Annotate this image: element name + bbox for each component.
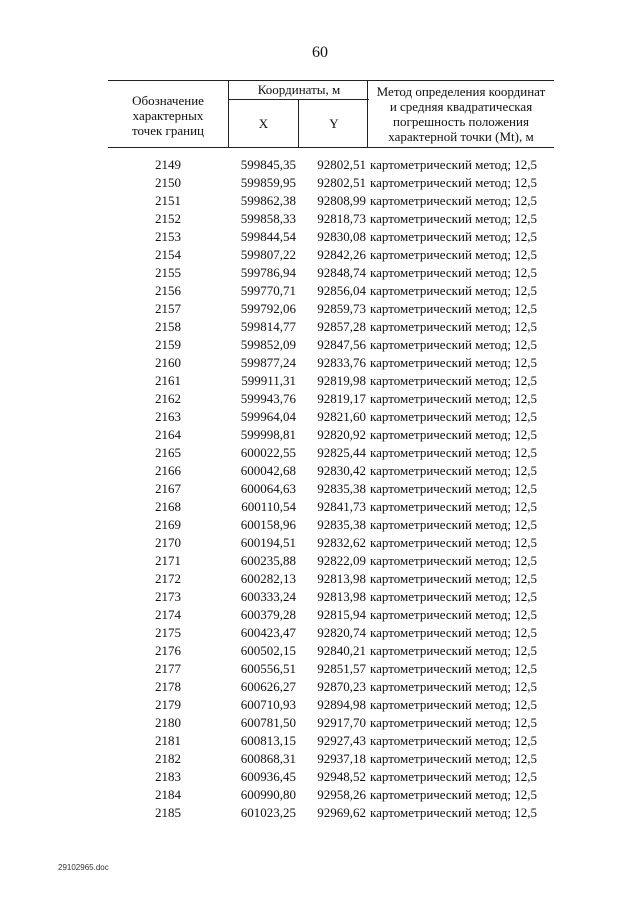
method-cell: картометрический метод; 12,5 [370,355,538,370]
coord-x-cell: 599862,38 [240,193,296,208]
header-y: Y [329,116,339,131]
table-row [108,462,554,480]
coord-x-cell: 600022,55 [240,445,296,460]
method-cell: картометрический метод; 12,5 [370,391,538,406]
method-cell: картометрический метод; 12,5 [370,265,538,280]
coord-x-cell: 600813,15 [240,733,296,748]
coord-x-cell: 599911,31 [241,373,296,388]
coord-y-cell: 92815,94 [317,607,366,622]
header-method-line: и средняя квадратическая [389,99,533,114]
coord-x-cell: 599814,77 [240,319,296,334]
point-id-cell: 2161 [155,373,181,388]
coord-y-cell: 92820,74 [317,625,366,640]
point-id-cell: 2156 [155,283,181,298]
table-row [108,192,554,210]
method-cell: картометрический метод; 12,5 [370,787,538,802]
coord-y-cell: 92917,70 [317,715,366,730]
table-row [108,516,554,534]
table-row [108,318,554,336]
coord-x-cell: 600333,24 [240,589,296,604]
header-designation-line: точек границ [131,122,205,138]
table-row [108,408,554,426]
table-row [108,300,554,318]
method-cell: картометрический метод; 12,5 [370,247,538,262]
coord-y-cell: 92848,74 [317,265,366,280]
coord-y-cell: 92842,26 [317,247,366,262]
header-method-line: погрешность положения [393,114,529,129]
point-id-cell: 2167 [155,481,181,496]
point-id-cell: 2168 [155,499,181,514]
table-row [108,570,554,588]
coord-x-cell: 599845,35 [240,157,296,172]
method-cell: картометрический метод; 12,5 [370,805,538,820]
coord-y-cell: 92832,62 [317,535,366,550]
coord-x-cell: 599859,95 [240,175,296,190]
header-designation-line: Обозначение [132,92,204,108]
coord-y-cell: 92841,73 [317,499,366,514]
table-row [108,228,554,246]
table-row [108,336,554,354]
method-cell: картометрический метод; 12,5 [370,769,538,784]
coord-x-cell: 600710,93 [240,697,296,712]
coord-y-cell: 92857,28 [317,319,366,334]
method-cell: картометрический метод; 12,5 [370,535,538,550]
header-designation-line: характерных [132,107,204,123]
method-cell: картометрический метод; 12,5 [370,283,538,298]
coord-y-cell: 92847,56 [317,337,366,352]
coord-y-cell: 92813,98 [317,571,366,586]
point-id-cell: 2164 [155,427,181,442]
table-row [108,696,554,714]
method-cell: картометрический метод; 12,5 [370,625,538,640]
point-id-cell: 2159 [155,337,181,352]
point-id-cell: 2163 [155,409,181,424]
coord-y-cell: 92821,60 [317,409,366,424]
point-id-cell: 2172 [155,571,181,586]
method-cell: картометрический метод; 12,5 [370,571,538,586]
coord-y-cell: 92870,23 [317,679,366,694]
coord-x-cell: 600110,54 [241,499,296,514]
method-cell: картометрический метод; 12,5 [370,733,538,748]
point-id-cell: 2170 [155,535,181,550]
coord-x-cell: 600194,51 [240,535,296,550]
point-id-cell: 2178 [155,679,181,694]
page-number: 60 [312,44,328,61]
coord-y-cell: 92819,98 [317,373,366,388]
table-row [108,588,554,606]
coord-y-cell: 92927,43 [317,733,366,748]
table-row [108,390,554,408]
header-x: X [229,100,299,147]
table-row [108,804,554,822]
point-id-cell: 2185 [155,805,181,820]
table-row [108,174,554,192]
table-row [108,768,554,786]
point-id-cell: 2152 [155,211,181,226]
method-cell: картометрический метод; 12,5 [370,193,538,208]
point-id-cell: 2154 [155,247,181,262]
method-cell: картометрический метод; 12,5 [370,715,538,730]
table-row [108,552,554,570]
table-row [108,624,554,642]
point-id-cell: 2169 [155,517,181,532]
method-cell: картометрический метод; 12,5 [370,553,538,568]
table-row [108,786,554,804]
point-id-cell: 2153 [155,229,181,244]
coord-x-cell: 600282,13 [240,571,296,586]
point-id-cell: 2173 [155,589,181,604]
point-id-cell: 2180 [155,715,181,730]
table-row [108,750,554,768]
coord-y-cell: 92948,52 [317,769,366,784]
method-cell: картометрический метод; 12,5 [370,337,538,352]
point-id-cell: 2174 [155,607,181,622]
table-row [108,714,554,732]
coord-x-cell: 599877,24 [240,355,296,370]
method-cell: картометрический метод; 12,5 [370,751,538,766]
table-row [108,480,554,498]
coord-y-cell: 92830,08 [317,229,366,244]
point-id-cell: 2155 [155,265,181,280]
coord-y-cell: 92835,38 [317,481,366,496]
method-cell: картометрический метод; 12,5 [370,229,538,244]
point-id-cell: 2166 [155,463,181,478]
method-cell: картометрический метод; 12,5 [370,679,538,694]
coord-x-cell: 600868,31 [240,751,296,766]
coord-x-cell: 599786,94 [240,265,296,280]
table-row [108,156,554,174]
point-id-cell: 2150 [155,175,181,190]
method-cell: картометрический метод; 12,5 [370,643,538,658]
point-id-cell: 2176 [155,643,181,658]
table-row [108,444,554,462]
header-method [368,81,554,147]
method-cell: картометрический метод; 12,5 [370,481,538,496]
coord-x-cell: 599964,04 [240,409,296,424]
header-designation [108,81,228,147]
method-cell: картометрический метод; 12,5 [370,445,538,460]
table-row [108,606,554,624]
coord-y-cell: 92808,99 [317,193,366,208]
point-id-cell: 2184 [155,787,181,802]
point-id-cell: 2151 [155,193,181,208]
coord-x-cell: 599852,09 [240,337,296,352]
table-row [108,534,554,552]
coord-y-cell: 92833,76 [317,355,366,370]
point-id-cell: 2177 [155,661,181,676]
point-id-cell: 2165 [155,445,181,460]
coord-y-cell: 92819,17 [317,391,366,406]
method-cell: картометрический метод; 12,5 [370,409,538,424]
coord-x-cell: 600556,51 [240,661,296,676]
coord-y-cell: 92859,73 [317,301,366,316]
coord-y-cell: 92851,57 [317,661,366,676]
table-row [108,372,554,390]
table-row [108,678,554,696]
coord-x-cell: 600936,45 [240,769,296,784]
coord-x-cell: 600042,68 [240,463,296,478]
header-method-line: характерной точки (Mt), м [388,129,534,144]
footer-filename: 29102965.doc [58,863,109,872]
method-cell: картометрический метод; 12,5 [370,319,538,334]
table-body [108,156,554,822]
table-row [108,426,554,444]
coord-x-cell: 599844,54 [240,229,296,244]
table-row [108,642,554,660]
coord-x-cell: 600781,50 [240,715,296,730]
table-row [108,282,554,300]
coord-x-cell: 599943,76 [240,391,296,406]
coord-y-cell: 92825,44 [317,445,366,460]
table-row [108,210,554,228]
coord-x-cell: 600235,88 [240,553,296,568]
coord-x-cell: 599858,33 [240,211,296,226]
method-cell: картометрический метод; 12,5 [370,211,538,226]
table-row [108,354,554,372]
point-id-cell: 2179 [155,697,181,712]
coord-y-cell: 92894,98 [317,697,366,712]
coord-y-cell: 92830,42 [317,463,366,478]
method-cell: картометрический метод; 12,5 [370,157,538,172]
method-cell: картометрический метод; 12,5 [370,607,538,622]
table-row [108,660,554,678]
point-id-cell: 2182 [155,751,181,766]
point-id-cell: 2162 [155,391,181,406]
point-id-cell: 2149 [155,157,181,172]
coord-y-cell: 92813,98 [317,589,366,604]
coord-y-cell: 92840,21 [317,643,366,658]
coord-x-cell: 599792,06 [240,301,296,316]
coord-y-cell: 92835,38 [317,517,366,532]
coord-x-cell: 599807,22 [240,247,296,262]
method-cell: картометрический метод; 12,5 [370,175,538,190]
header-coordinates [228,81,368,147]
coord-x-cell: 600502,15 [240,643,296,658]
coord-x-cell: 600379,28 [240,607,296,622]
coord-x-cell: 600990,80 [240,787,296,802]
header-method-line: Метод определения координат [376,84,546,99]
coord-y-cell: 92856,04 [317,283,366,298]
point-id-cell: 2183 [155,769,181,784]
point-id-cell: 2160 [155,355,181,370]
method-cell: картометрический метод; 12,5 [370,301,538,316]
coord-y-cell: 92802,51 [317,175,366,190]
coord-x-cell: 600626,27 [240,679,296,694]
point-id-cell: 2175 [155,625,181,640]
coord-x-cell: 600158,96 [240,517,296,532]
coord-x-cell: 600423,47 [240,625,296,640]
point-id-cell: 2181 [155,733,181,748]
method-cell: картометрический метод; 12,5 [370,661,538,676]
table-row [108,732,554,750]
point-id-cell: 2157 [155,301,181,316]
coord-y-cell: 92822,09 [317,553,366,568]
table-row [108,498,554,516]
method-cell: картометрический метод; 12,5 [370,463,538,478]
point-id-cell: 2158 [155,319,181,334]
header-coordinates-title: Координаты, м [229,81,369,100]
point-id-cell: 2171 [155,553,181,568]
coord-x-cell: 601023,25 [240,805,296,820]
coord-x-cell: 599770,71 [240,283,296,298]
coord-y-cell: 92818,73 [317,211,366,226]
table-row [108,246,554,264]
method-cell: картометрический метод; 12,5 [370,589,538,604]
method-cell: картометрический метод; 12,5 [370,427,538,442]
coord-y-cell: 92937,18 [317,751,366,766]
coord-x-cell: 600064,63 [240,481,296,496]
method-cell: картометрический метод; 12,5 [370,697,538,712]
method-cell: картометрический метод; 12,5 [370,499,538,514]
table-row [108,264,554,282]
coord-y-cell: 92969,62 [317,805,366,820]
coord-y-cell: 92820,92 [317,427,366,442]
method-cell: картометрический метод; 12,5 [370,373,538,388]
method-cell: картометрический метод; 12,5 [370,517,538,532]
coord-x-cell: 599998,81 [240,427,296,442]
coord-y-cell: 92802,51 [317,157,366,172]
coord-y-cell: 92958,26 [317,787,366,802]
table-header [108,80,554,148]
